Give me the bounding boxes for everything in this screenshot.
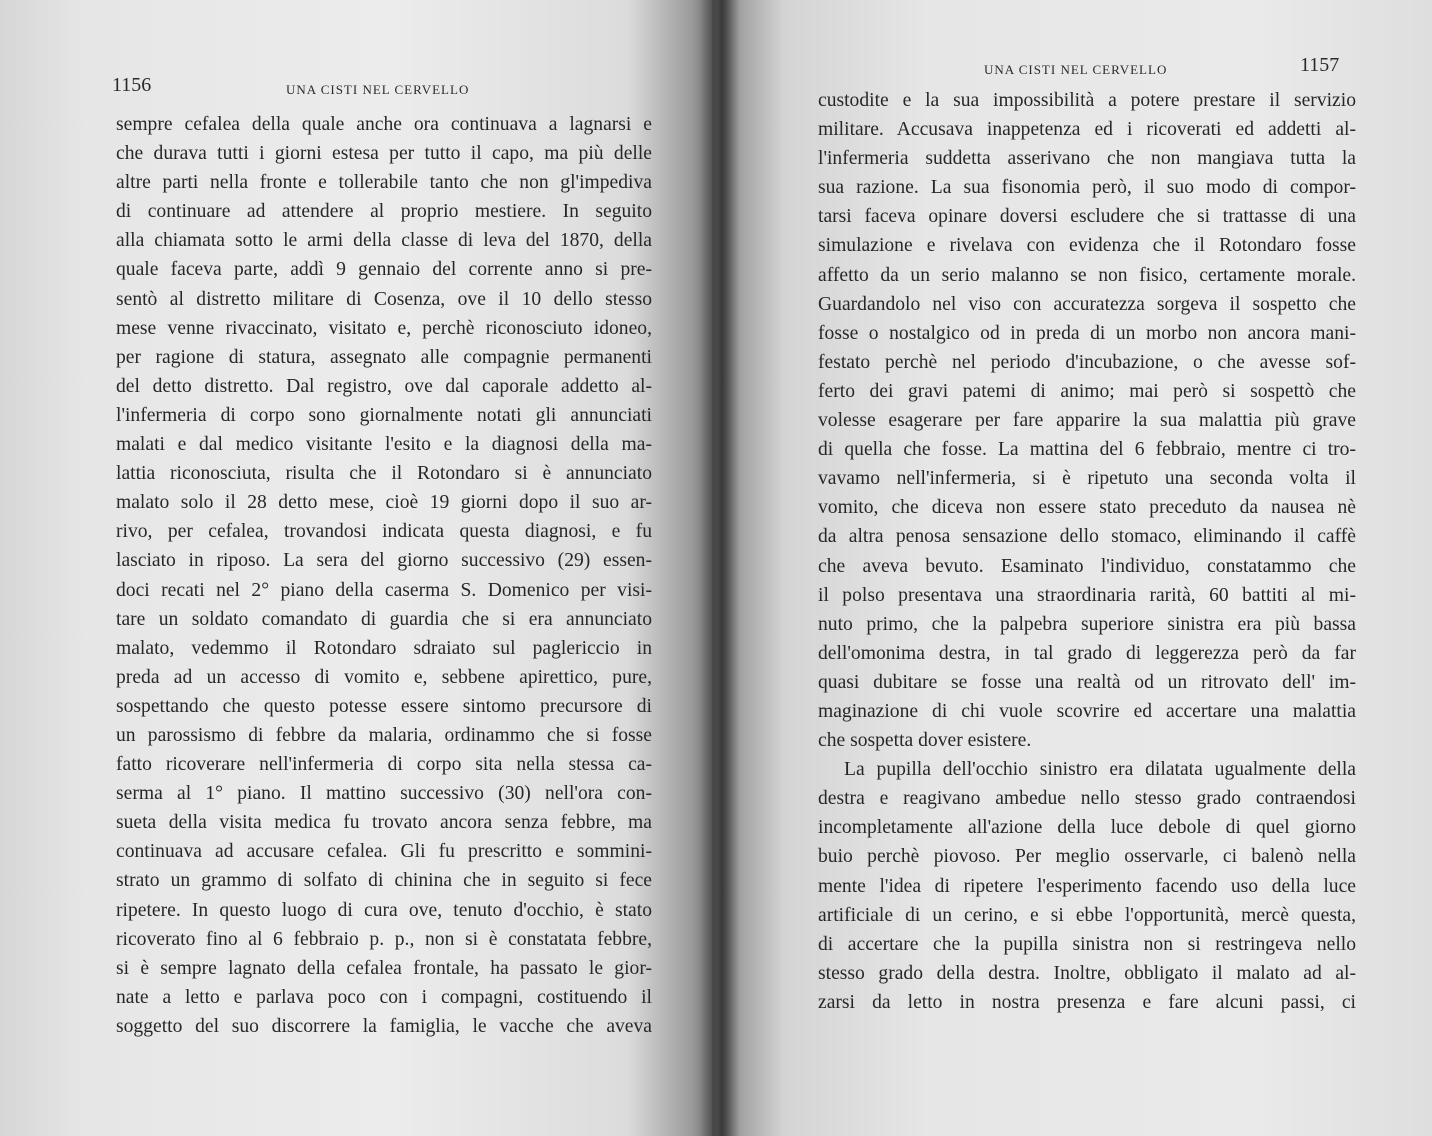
text-line: incompletamente all'azione della luce debole di quel giorno: [818, 817, 1356, 839]
text-line: sua razione. La sua fisonomia però, il suo modo di compor-: [818, 177, 1356, 199]
text-line: per ragione di statura, assegnato alle compagnie permanenti: [116, 346, 652, 368]
text-line: sentò al distretto militare di Cosenza, ove il 10 dello stesso: [116, 288, 652, 310]
text-line: un parossismo di febbre da malaria, ordinammo che si fosse: [116, 724, 652, 746]
text-line: lasciato in riposo. La sera del giorno successivo (29) essen-: [116, 550, 652, 572]
text-line: custodite e la sua impossibilità a potere prestare il servizio: [818, 90, 1356, 111]
left-body-text: [116, 110, 652, 1041]
text-line: serma al 1° piano. Il mattino successivo (30) nell'ora con-: [116, 783, 652, 805]
text-line: ripetere. In questo luogo di cura ove, tenuto d'occhio, è stato: [116, 899, 652, 921]
text-line: strato un grammo di solfato di chinina che in seguito si fece: [116, 870, 652, 892]
right-running-title: UNA CISTI NEL CERVELLO: [984, 62, 1168, 77]
left-page: [0, 0, 712, 1136]
text-line: buio perchè piovoso. Per meglio osservarle, ci balenò nella: [818, 846, 1356, 868]
text-line: sempre cefalea della quale anche ora continuava a lagnarsi e: [116, 114, 652, 135]
text-line: vomito, che diceva non essere stato preceduto da nausea nè: [818, 497, 1356, 519]
text-line: zarsi da letto in nostra presenza e fare alcuni passi, ci: [818, 991, 1356, 1013]
text-line: sospettando che questo potesse essere sintomo precursore di: [116, 695, 652, 717]
text-line: del detto distretto. Dal registro, ove dal caporale addetto al-: [116, 375, 652, 397]
right-page-number: 1157: [1300, 54, 1340, 76]
text-line: l'infermeria di corpo sono giornalmente notati gli annunciati: [116, 404, 652, 426]
text-line: militare. Accusava inappetenza ed i ricoverati ed addetti al-: [818, 119, 1356, 141]
text-line: mese venne rivaccinato, visitato e, perchè riconosciuto idoneo,: [116, 317, 652, 339]
text-line: simulazione e rivelava con evidenza che il Rotondaro fosse: [818, 235, 1356, 257]
text-line: festato perchè nel periodo d'incubazione, o che avesse sof-: [818, 351, 1356, 373]
text-line: di quella che fosse. La mattina del 6 febbraio, mentre ci tro-: [818, 439, 1356, 461]
text-line: l'infermeria suddetta asserivano che non mangiava tutta la: [818, 148, 1356, 170]
left-page-number: 1156: [112, 74, 152, 96]
text-line: fatto ricoverare nell'infermeria di corpo sita nella stessa ca-: [116, 754, 652, 776]
left-running-title: UNA CISTI NEL CERVELLO: [286, 82, 470, 97]
text-line: quale faceva parte, addì 9 gennaio del corrente anno si pre-: [116, 259, 652, 281]
text-line: affetto da un serio malanno se non fisico, certamente morale.: [818, 264, 1356, 286]
text-line: tarsi faceva opinare doversi escludere che si trattasse di una: [818, 206, 1356, 228]
text-line: maginazione di chi vuole scovrire ed accertare una malattia: [818, 700, 1356, 722]
text-line: ferto dei gravi patemi di animo; mai però si sospettò che: [818, 380, 1356, 402]
text-line: che sospetta dover esistere.: [818, 730, 1032, 752]
text-line: artificiale di un cerino, e si ebbe l'opportunità, mercè questa,: [818, 904, 1356, 926]
text-line: dell'omonima destra, in tal grado di leggerezza però da far: [818, 642, 1356, 664]
text-line: si è sempre lagnato della cefalea frontale, ha passato le gior-: [116, 957, 652, 979]
text-line: destra e reagivano ambedue nello stesso grado contraendosi: [818, 788, 1356, 810]
text-line: mente l'idea di ripetere l'esperimento facendo uso della luce: [818, 875, 1356, 897]
text-line: vavamo nell'infermeria, si è ripetuto una seconda volta il: [818, 468, 1356, 490]
text-line: il polso presentava una straordinaria rarità, 60 battiti al mi-: [818, 584, 1356, 606]
text-line: di continuare ad attendere al proprio mestiere. In seguito: [116, 201, 652, 223]
text-line: quasi dubitare se fosse una realtà od un ritrovato dell' im-: [818, 671, 1356, 693]
text-line: che aveva bevuto. Esaminato l'individuo, constatammo che: [818, 555, 1356, 577]
text-line: nuto primo, che la palpebra superiore sinistra era più bassa: [818, 613, 1356, 635]
text-line: La pupilla dell'occhio sinistro era dilatata ugualmente della: [844, 759, 1356, 781]
text-line: preda ad un accesso di vomito e, sebbene apirettico, pure,: [116, 666, 652, 688]
text-line: fosse o nostalgico od in preda di un morbo non ancora mani-: [818, 322, 1356, 344]
text-line: nate a letto e parlava poco con i compagni, costituendo il: [116, 986, 652, 1008]
text-line: rivo, per cefalea, trovandosi indicata questa diagnosi, e fu: [116, 521, 652, 543]
text-line: soggetto del suo discorrere la famiglia, le vacche che aveva: [116, 1015, 652, 1037]
text-line: malato solo il 28 detto mese, cioè 19 giorni dopo il suo ar-: [116, 492, 652, 514]
text-line: volesse esagerare per fare apparire la sua malattia più grave: [818, 410, 1356, 432]
text-line: alla chiamata sotto le armi della classe di leva del 1870, della: [116, 230, 652, 252]
text-line: lattia riconosciuta, risulta che il Rotondaro si è annunciato: [116, 463, 652, 485]
text-line: Guardandolo nel viso con accuratezza sorgeva il sospetto che: [818, 293, 1356, 315]
text-line: altre parti nella fronte e tollerabile tanto che non gl'impediva: [116, 172, 652, 194]
text-line: tare un soldato comandato di guardia che si era annunciato: [116, 608, 652, 630]
text-line: da altra penosa sensazione dello stomaco, eliminando il caffè: [818, 526, 1356, 548]
right-body-text: [818, 86, 1356, 1017]
text-line: malati e dal medico visitante l'esito e la diagnosi della ma-: [116, 434, 652, 456]
text-line: continuava ad accusare cefalea. Gli fu prescritto e sommini-: [116, 841, 652, 863]
text-line: sueta della visita medica fu trovato ancora senza febbre, ma: [116, 812, 652, 834]
text-line: malato, vedemmo il Rotondaro sdraiato sul paglericcio in: [116, 637, 652, 659]
text-line: ricoverato fino al 6 febbraio p. p., non si è constatata febbre,: [116, 928, 652, 950]
text-line: stesso grado della destra. Inoltre, obbligato il malato ad al-: [818, 962, 1356, 984]
text-line: doci recati nel 2° piano della caserma S. Domenico per visi-: [116, 579, 652, 601]
text-line: che durava tutti i giorni estesa per tutto il capo, ma più delle: [116, 143, 652, 165]
text-line: di accertare che la pupilla sinistra non si restringeva nello: [818, 933, 1356, 955]
right-page: [712, 0, 1432, 1136]
